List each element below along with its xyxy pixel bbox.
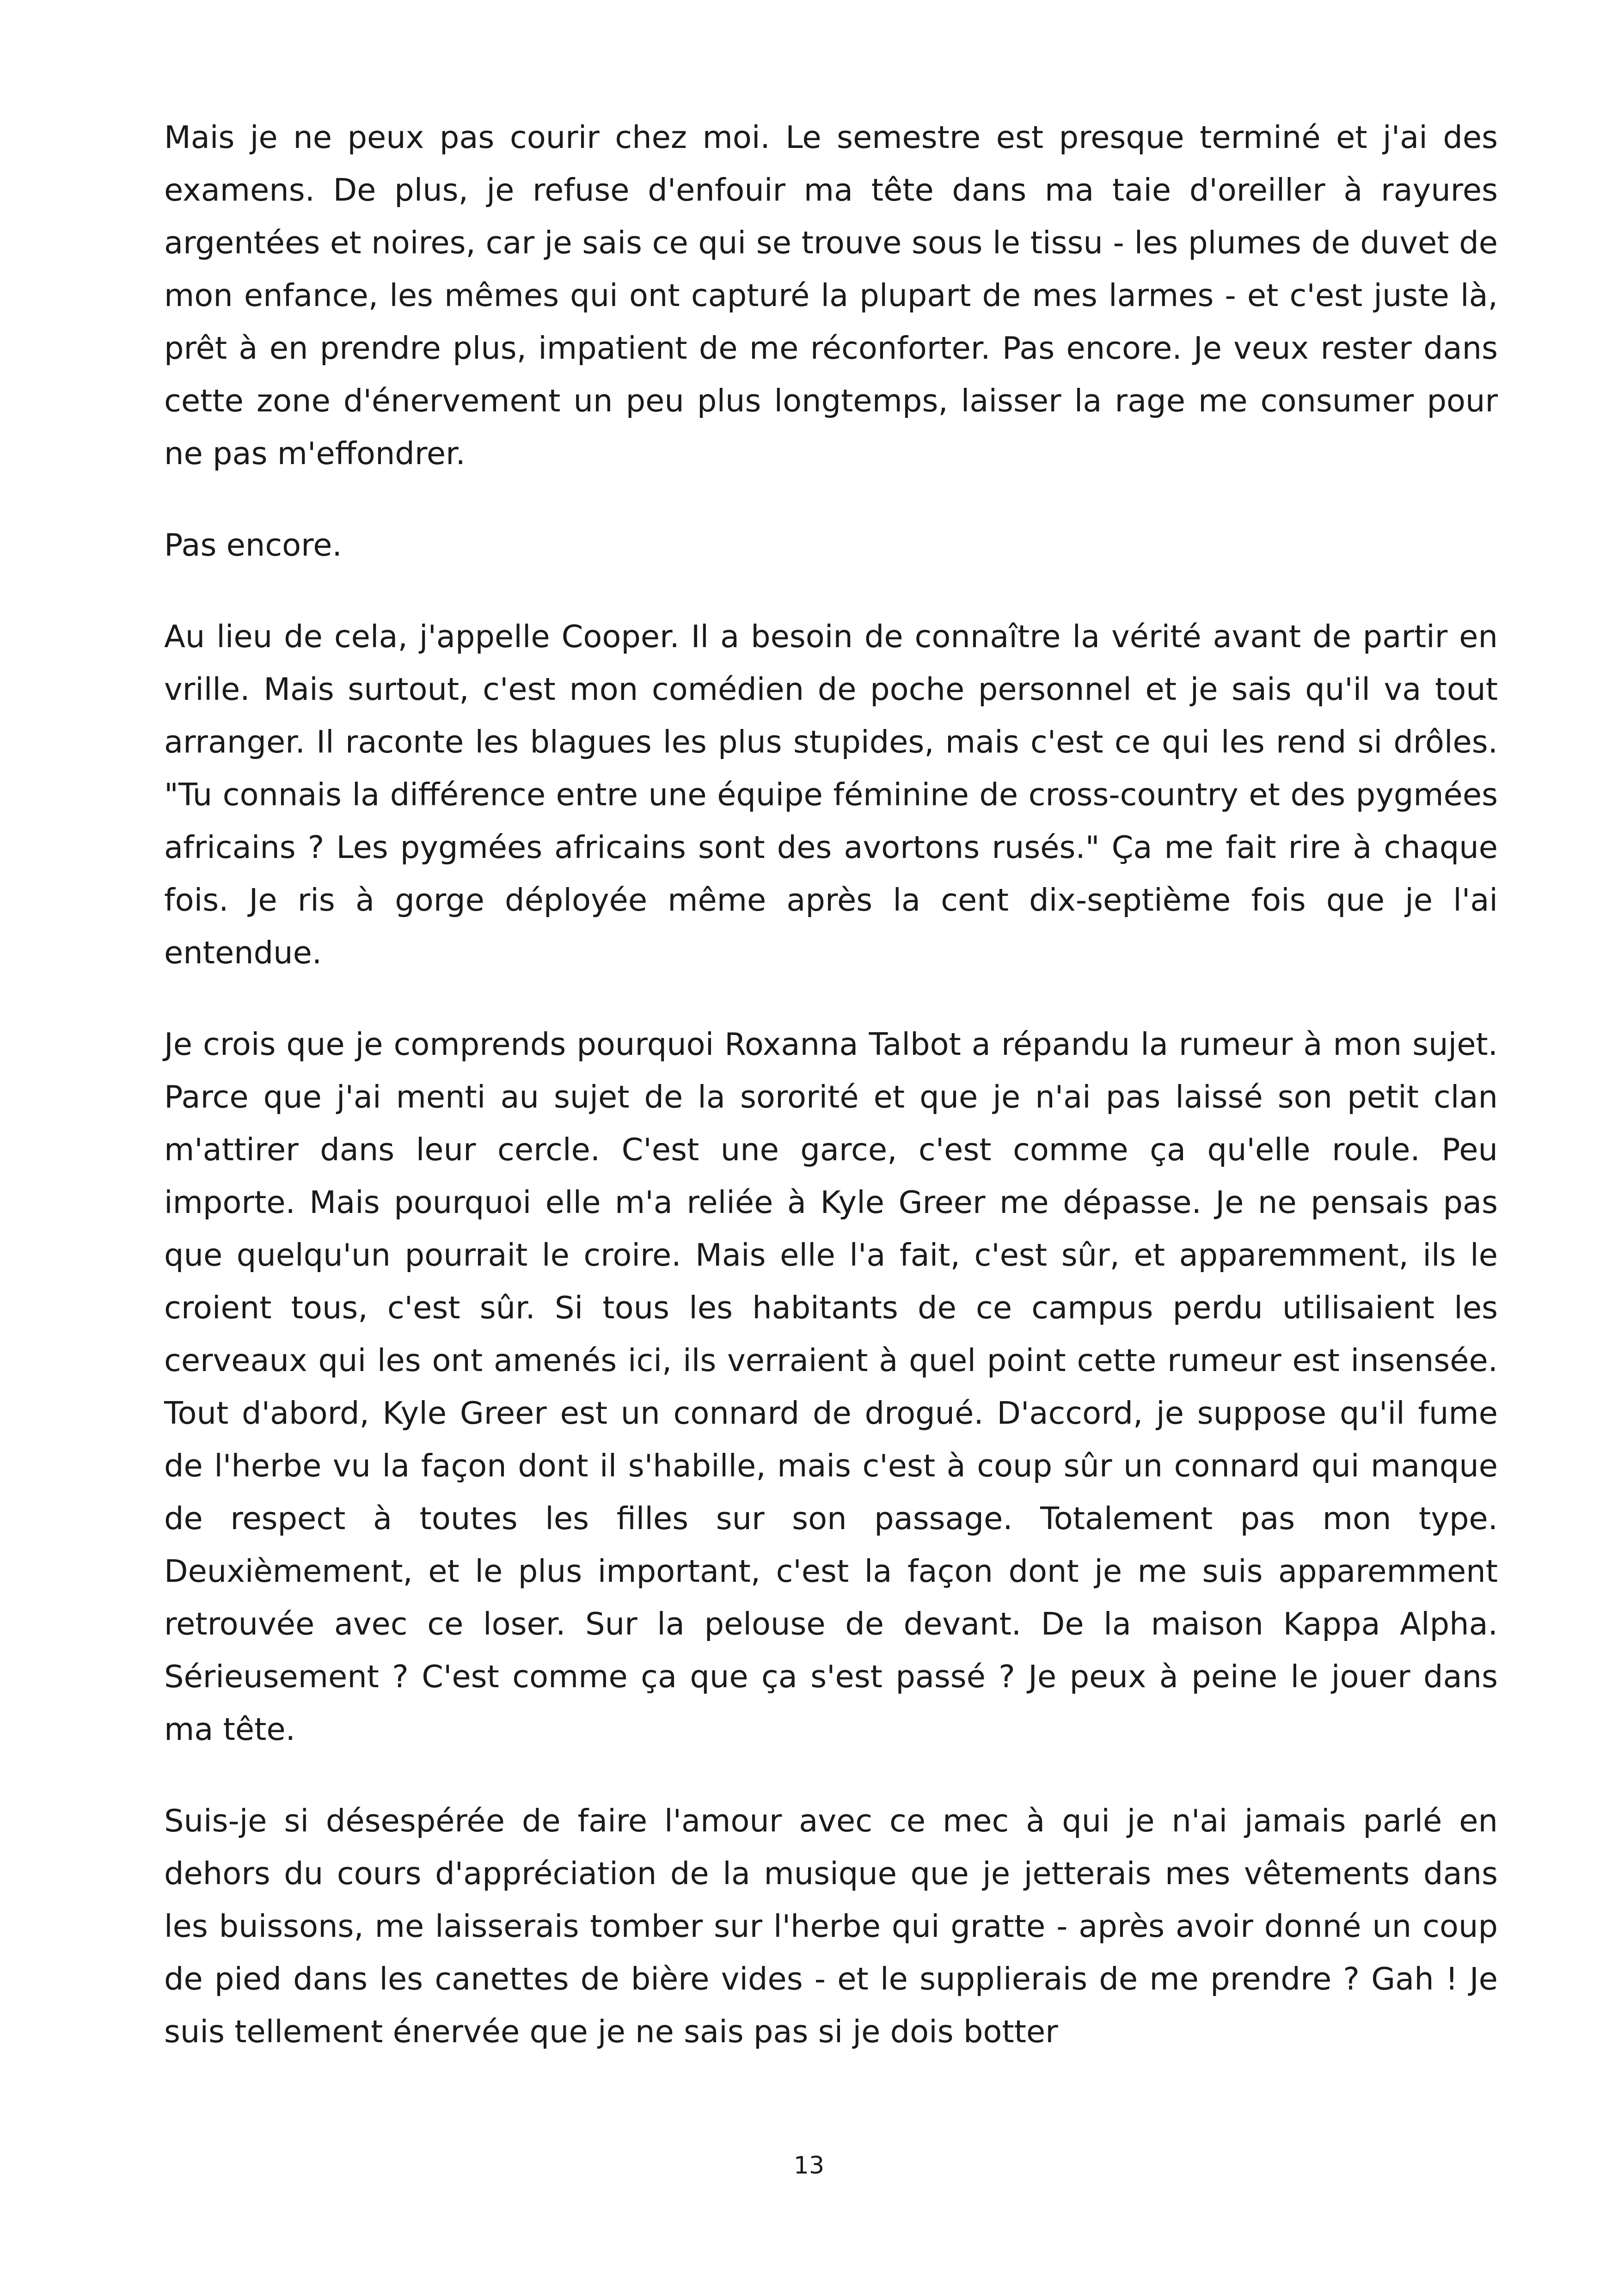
paragraph-2: Pas encore. [164, 527, 342, 563]
body-text [164, 111, 1498, 2097]
paragraph-5: Suis-je si désespérée de faire l'amour avec ce mec à qui je n'ai jamais parlé en dehors du cours d'appréciation de la musique que je jetterais mes vêtements dans les buissons, me laisserais tomber sur l'herbe qui gratte - après avoir donné un coup de pied dans les canettes de bière vides - et le supplierais de me prendre ? Gah ! Je suis tellement énervée que je ne sais pas si je dois botter [164, 1803, 1498, 2050]
paragraph-1: Mais je ne peux pas courir chez moi. Le semestre est presque terminé et j'ai des examens. De plus, je refuse d'enfouir ma tête dans ma taie d'oreiller à rayures argentées et noires, car je sais ce qui se trouve sous le tissu - les plumes de duvet de mon enfance, les mêmes qui ont capturé la plupart de mes larmes - et c'est juste là, prêt à en prendre plus, impatient de me réconforter. Pas encore. Je veux rester dans cette zone d'énervement un peu plus longtemps, laisser la rage me consumer pour ne pas m'effondrer. [164, 119, 1498, 471]
page-number: 13 [793, 2152, 825, 2180]
paragraph-3: Au lieu de cela, j'appelle Cooper. Il a besoin de connaître la vérité avant de partir en vrille. Mais surtout, c'est mon comédien de poche personnel et je sais qu'il va tout arranger. Il raconte les blagues les plus stupides, mais c'est ce qui les rend si drôles. "Tu connais la différence entre une équipe féminine de cross-country et des pygmées africains ? Les pygmées africains sont des avortons rusés." Ça me fait rire à chaque fois. Je ris à gorge déployée même après la cent dix-septième fois que je l'ai entendue. [164, 618, 1498, 971]
paragraph-4: Je crois que je comprends pourquoi Roxanna Talbot a répandu la rumeur à mon sujet. Parce que j'ai menti au sujet de la sororité et que je n'ai pas laissé son petit clan m'attirer dans leur cercle. C'est une garce, c'est comme ça qu'elle roule. Peu importe. Mais pourquoi elle m'a reliée à Kyle Greer me dépasse. Je ne pensais pas que quelqu'un pourrait le croire. Mais elle l'a fait, c'est sûr, et apparemment, ils le croient tous, c'est sûr. Si tous les habitants de ce campus perdu utilisaient les cerveaux qui les ont amenés ici, ils verraient à quel point cette rumeur est insensée. Tout d'abord, Kyle Greer est un connard de drogué. D'accord, je suppose qu'il fume de l'herbe vu la façon dont il s'habille, mais c'est à coup sûr un connard qui manque de respect à toutes les filles sur son passage. Totalement pas mon type. Deuxièmement, et le plus important, c'est la façon dont je me suis apparemment retrouvée avec ce loser. Sur la pelouse de devant. De la maison Kappa Alpha. Sérieusement ? C'est comme ça que ça s'est passé ? Je peux à peine le jouer dans ma tête. [164, 1026, 1498, 1747]
